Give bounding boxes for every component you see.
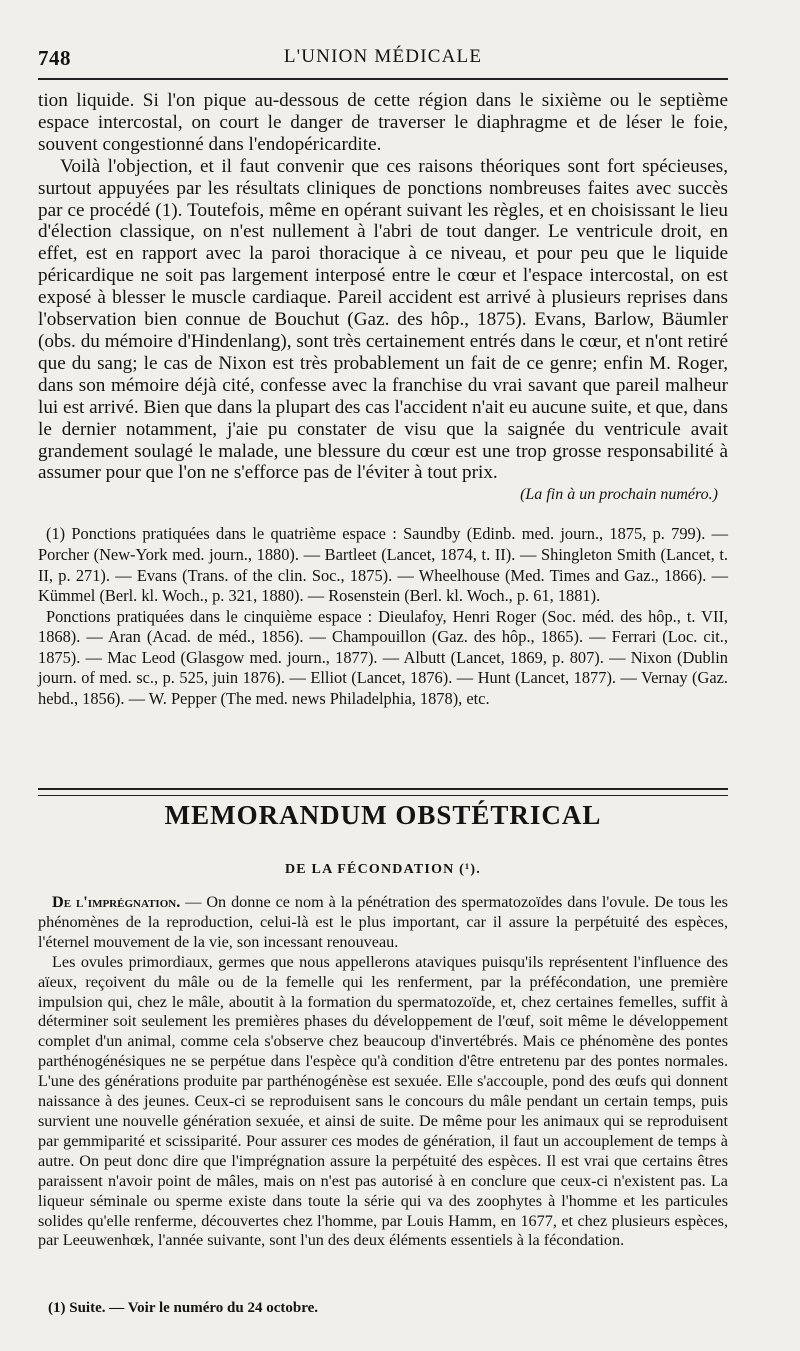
paragraph: Voilà l'objection, et il faut convenir que ces raisons théoriques sont fort spécieuses, surtout appuyées par les résultats cliniques de ponctions nombreuses faites avec succès par ce procédé (1). Toutefois, même en opérant suivant les règles, et en choisissant le lieu d'élection classique, on n'est nullement à l'abri de tout danger. Le ventricule droit, en effet, est en rapport avec la paroi thoracique à ce niveau, et pour peu que le liquide péricardique ne soit pas largement interposé entre le cœur et l'espace intercostal, on est exposé à blesser le muscle cardiaque. Pareil accident est arrivé à plusieurs reprises dans l'observation bien connue de Bouchut (Gaz. des hôp., 1875). Evans, Barlow, Bäumler (obs. du mémoire d'Hindenlang), sont très certainement entrés dans le cœur, et n'ont retiré que du sang; le cas de Nixon est très probablement un fait de ce genre; enfin M. Roger, dans son mémoire déjà cité, confesse avec la franchise du vrai savant que pareil malheur lui est arrivé. Bien que dans la plupart des cas l'accident n'ait eu aucune suite, et que, dans le dernier notamment, j'aie pu constater de visu que la saignée du ventricule avait grandement soulagé le malade, une blessure du cœur est une trop grosse responsabilité à assumer pour que l'on ne s'efforce pas de l'éviter à tout prix. [38, 155, 728, 484]
continuation-note: (La fin à un prochain numéro.) [520, 486, 718, 504]
section-title: MEMORANDUM OBSTÉTRICAL [164, 800, 602, 830]
main-text [38, 90, 728, 484]
notes-block [38, 524, 728, 709]
note: (1) Ponctions pratiquées dans le quatrième espace : Saundby (Edinb. med. journ., 1875, p. 799). — Porcher (New-York med. journ., 1880). — Bartleet (Lancet, 1874, t. II). — Shingleton Smith (Lancet, t. II, p. 271). — Evans (Trans. of the clin. Soc., 1875). — Wheelhouse (Med. Times and Gaz., 1866). — Kümmel (Berl. kl. Woch., p. 321, 1880). — Rosenstein (Berl. kl. Woch., p. 61, 1881). [38, 524, 728, 606]
journal-page [38, 0, 728, 1351]
page-number: 748 [38, 46, 71, 70]
article-lead-label: De l'imprégnation. [52, 893, 181, 911]
article-subtitle: DE LA FÉCONDATION (¹). [284, 862, 481, 877]
page-header [38, 46, 728, 72]
footnote: (1) Suite. — Voir le numéro du 24 octobre. [48, 1300, 319, 1316]
header-rule [38, 78, 728, 80]
article-lead-text: — On donne ce nom à la pénétration des spermatozoïdes dans l'ovule. De tous les phénomènes de la reproduction, celui-là est le plus important, car il assure la perpétuité des espèces, l'éternel mouvement de la vie, son incessant renouveau. [38, 893, 728, 951]
article-body [38, 893, 728, 1251]
running-head: L'UNION MÉDICALE [283, 46, 483, 67]
section-divider [38, 788, 728, 796]
article-paragraph: Les ovules primordiaux, germes que nous appellerons ataviques puisqu'ils représentent l'influence des aïeux, reçoivent du mâle ou de la femelle qui les renferment, par la préfécondation, une première impulsion qui, chez le mâle, aboutit à la formation du spermatozoïde, et, chez certaines femelles, suffit à déterminer soit seulement les premières phases du développement de l'œuf, soit même le développement complet d'un animal, comme cela s'observe chez beaucoup d'invertébrés. Mais ce phénomène des pontes parthénogénésiques ne se perpétue dans l'espèce qu'à condition d'être entretenu par des pontes normales. L'une des générations produite par parthénogénèse est sexuée. Elle s'accouple, pond des œufs qui donnent naissance à des jeunes. Ceux-ci se reproduisent sans le concours du mâle pendant un certain temps, puis survient une nouvelle génération sexuée, et ainsi de suite. De même pour les animaux qui se reproduisent par gemmiparité et scissiparité. Pour assurer ces modes de génération, il faut un accouplement de temps à autre. On peut donc dire que l'imprégnation assure la perpétuité des espèces. Il est vrai que certains êtres paraissent n'avoir point de mâles, mais on n'est pas autorisé à en conclure que ceux-ci n'existent pas. La liqueur séminale ou sperme existe dans toute la série qui va des zoophytes à l'homme et les particules solides qu'elle renferme, découvertes chez l'homme, par Louis Hamm, en 1677, et chez plusieurs espèces, par Leeuwenhœk, l'année suivante, sont l'un des deux éléments essentiels à la fécondation. [38, 952, 728, 1250]
note: Ponctions pratiquées dans le cinquième espace : Dieulafoy, Henri Roger (Soc. méd. des hôp., t. VII, 1868). — Aran (Acad. de méd., 1856). — Champouillon (Gaz. des hôp., 1865). — Ferrari (Loc. cit., 1875). — Mac Leod (Glasgow med. journ., 1877). — Albutt (Lancet, 1869, p. 807). — Nixon (Dublin journ. of med. sc., p. 525, juin 1876). — Elliot (Lancet, 1876). — Hunt (Lancet, 1877). — Vernay (Gaz. hebd., 1856). — W. Pepper (The med. news Philadelphia, 1878), etc. [38, 606, 728, 709]
paragraph: tion liquide. Si l'on pique au-dessous de cette région dans le sixième ou le septième espace intercostal, on court le danger de traverser le diaphragme et de léser le foie, souvent congestionné dans l'endopéricardite. [38, 90, 728, 155]
article-paragraph [38, 893, 728, 953]
